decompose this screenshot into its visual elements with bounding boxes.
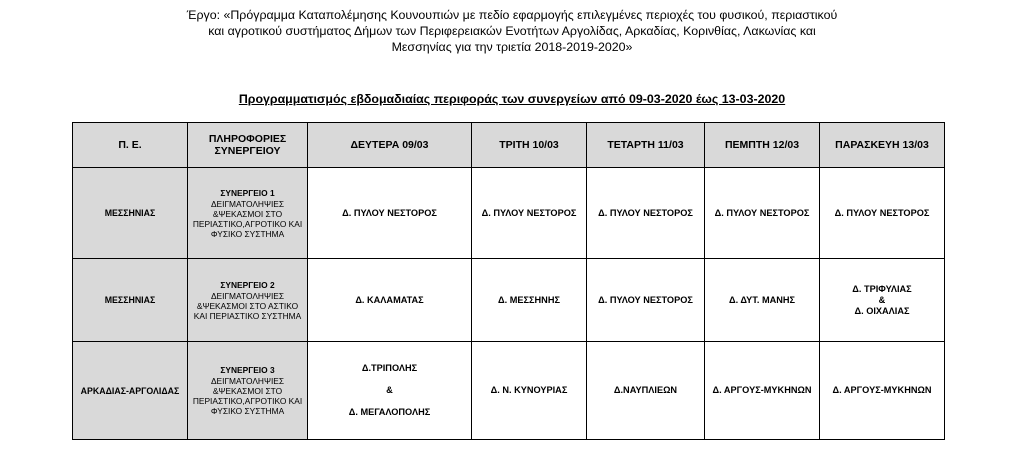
schedule-heading: Προγραμματισμός εβδομαδιαίας περιφοράς των συνεργείων από 09-03-2020 έως 13-03-2020 xyxy=(238,92,786,106)
header-wednesday: ΤΕΤΑΡΤΗ 11/03 xyxy=(587,123,705,168)
header-info: ΠΛΗΡΟΦΟΡΙΕΣ ΣΥΝΕΡΓΕΙΟΥ xyxy=(188,123,308,168)
regional-unit-cell: ΜΕΣΣΗΝΙΑΣ xyxy=(73,168,188,259)
tuesday-cell: Δ. Ν. ΚΥΝΟΥΡΙΑΣ xyxy=(472,342,587,440)
thursday-cell: Δ. ΠΥΛΟΥ ΝΕΣΤΟΡΟΣ xyxy=(705,168,820,259)
team-name: ΣΥΝΕΡΓΕΙΟ 1 xyxy=(220,187,275,198)
tuesday-cell: Δ. ΠΥΛΟΥ ΝΕΣΤΟΡΟΣ xyxy=(472,168,587,259)
project-line-2: και αγροτικού συστήματος Δήμων των Περιφερειακών Ενοτήτων Αργολίδας, Αρκαδίας, Κορινθίας, Λακωνίας και xyxy=(208,24,816,38)
wednesday-cell: Δ. ΠΥΛΟΥ ΝΕΣΤΟΡΟΣ xyxy=(587,259,705,342)
team-info-cell xyxy=(188,342,308,440)
header-friday: ΠΑΡΑΣΚΕΥΗ 13/03 xyxy=(820,123,945,168)
table-row xyxy=(73,168,945,259)
header-pe: Π. Ε. xyxy=(73,123,188,168)
monday-municipality-a: Δ.ΤΡΙΠΟΛΗΣ xyxy=(361,363,418,373)
friday-cell: Δ. ΠΥΛΟΥ ΝΕΣΤΟΡΟΣ xyxy=(820,168,945,259)
team-info-cell xyxy=(188,259,308,342)
regional-unit-cell: ΜΕΣΣΗΝΙΑΣ xyxy=(73,259,188,342)
wednesday-cell: Δ. ΠΥΛΟΥ ΝΕΣΤΟΡΟΣ xyxy=(587,168,705,259)
friday-cell xyxy=(820,259,945,342)
team-description: ΔΕΙΓΜΑΤΟΛΗΨΙΕΣ &ΨΕΚΑΣΜΟΙ ΣΤΟ ΠΕΡΙΑΣΤΙΚΟ,ΑΓΡΟΤΙΚΟ ΚΑΙ ΦΥΣΙΚΟ ΣΥΣΤΗΜΑ xyxy=(192,376,303,416)
monday-cell: Δ. ΠΥΛΟΥ ΝΕΣΤΟΡΟΣ xyxy=(308,168,472,259)
team-name: ΣΥΝΕΡΓΕΙΟ 3 xyxy=(220,365,275,375)
table-row xyxy=(73,259,945,342)
friday-municipality-a: Δ. ΤΡΙΦΥΛΙΑΣ xyxy=(852,283,912,294)
friday-cell: Δ. ΑΡΓΟΥΣ-ΜΥΚΗΝΩΝ xyxy=(820,342,945,440)
tuesday-cell: Δ. ΜΕΣΣΗΝΗΣ xyxy=(472,259,587,342)
monday-municipality-b: Δ. ΜΕΓΑΛΟΠΟΛΗΣ xyxy=(348,407,431,417)
header-tuesday: ΤΡΙΤΗ 10/03 xyxy=(472,123,587,168)
header-monday: ΔΕΥΤΕΡΑ 09/03 xyxy=(308,123,472,168)
team-description: ΔΕΙΓΜΑΤΟΛΗΨΙΕΣ &ΨΕΚΑΣΜΟΙ ΣΤΟ ΠΕΡΙΑΣΤΙΚΟ,ΑΓΡΟΤΙΚΟ ΚΑΙ ΦΥΣΙΚΟ ΣΥΣΤΗΜΑ xyxy=(192,198,303,239)
regional-unit-cell: ΑΡΚΑΔΙΑΣ-ΑΡΓΟΛΙΔΑΣ xyxy=(73,342,188,440)
wednesday-cell: Δ.ΝΑΥΠΛΙΕΩΝ xyxy=(587,342,705,440)
friday-ampersand: & xyxy=(878,294,886,305)
schedule-table xyxy=(72,122,945,440)
table-row xyxy=(73,342,945,440)
monday-ampersand: & xyxy=(386,385,393,395)
team-description: ΔΕΙΓΜΑΤΟΛΗΨΙΕΣ &ΨΕΚΑΣΜΟΙ ΣΤΟ ΑΣΤΙΚΟ ΚΑΙ ΠΕΡΙΑΣΤΙΚΟ ΣΥΣΤΗΜΑ xyxy=(193,290,302,321)
thursday-cell: Δ. ΑΡΓΟΥΣ-ΜΥΚΗΝΩΝ xyxy=(705,342,820,440)
monday-cell xyxy=(308,342,472,440)
friday-municipality-b: Δ. ΟΙΧΑΛΙΑΣ xyxy=(854,305,910,316)
header-row xyxy=(73,123,945,168)
project-line-3: Μεσσηνίας για την τριετία 2018-2019-2020» xyxy=(391,40,633,54)
project-line-1: Έργο: «Πρόγραμμα Καταπολέμησης Κουνουπιών με πεδίο εφαρμογής επιλεγμένες περιοχές του φυσικού, περιαστικού xyxy=(186,8,838,22)
team-name: ΣΥΝΕΡΓΕΙΟ 2 xyxy=(220,279,275,290)
header-thursday: ΠΕΜΠΤΗ 12/03 xyxy=(705,123,820,168)
team-info-cell xyxy=(188,168,308,259)
project-description xyxy=(0,7,1024,55)
monday-cell: Δ. ΚΑΛΑΜΑΤΑΣ xyxy=(308,259,472,342)
thursday-cell: Δ. ΔΥΤ. ΜΑΝΗΣ xyxy=(705,259,820,342)
